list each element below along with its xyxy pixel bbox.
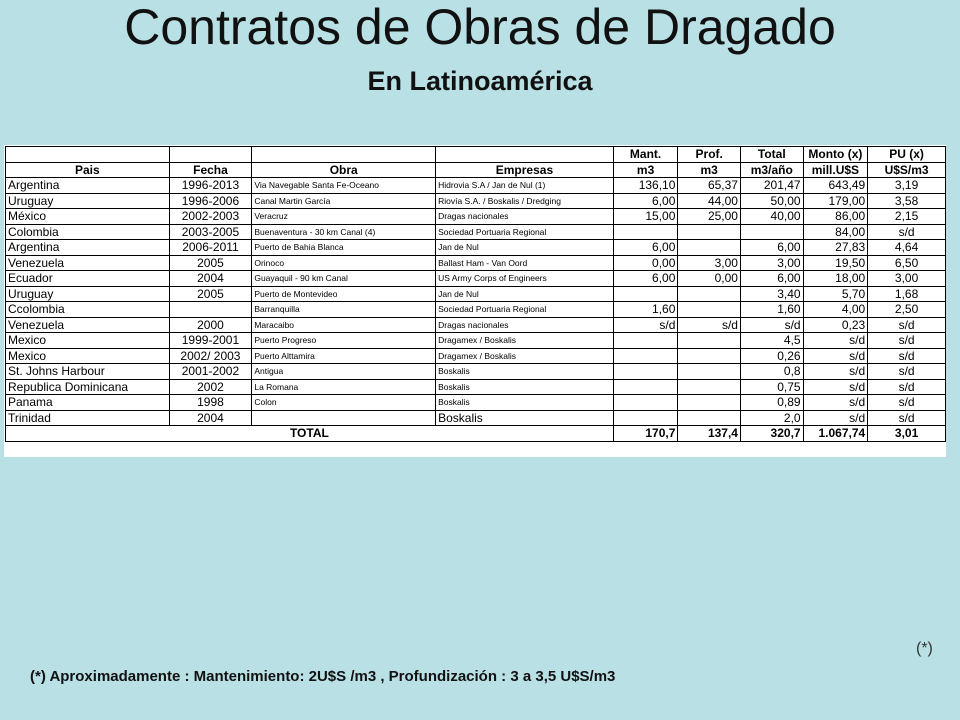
table-header-row bbox=[6, 147, 946, 163]
cell-pais: Argentina bbox=[6, 178, 170, 194]
cell-total: 0,8 bbox=[740, 364, 803, 380]
cell-mant bbox=[613, 333, 678, 349]
cell-pu: s/d bbox=[868, 379, 946, 395]
cell-prof bbox=[678, 224, 741, 240]
cell-empresas: Boskalis bbox=[436, 410, 614, 426]
cell-monto: s/d bbox=[803, 410, 868, 426]
page-subtitle: En Latinoamérica bbox=[367, 66, 593, 96]
cell-mant bbox=[613, 364, 678, 380]
cell-obra: Buenaventura - 30 km Canal (4) bbox=[252, 224, 436, 240]
header-cell: Pais bbox=[6, 162, 170, 178]
cell-pu: s/d bbox=[868, 364, 946, 380]
total-value: 3,01 bbox=[868, 426, 946, 442]
table-row bbox=[6, 271, 946, 287]
cell-prof bbox=[678, 333, 741, 349]
cell-obra: Puerto Progreso bbox=[252, 333, 436, 349]
header-cell: Empresas bbox=[436, 162, 614, 178]
cell-fecha: 1998 bbox=[169, 395, 252, 411]
cell-pu: s/d bbox=[868, 224, 946, 240]
cell-prof: 3,00 bbox=[678, 255, 741, 271]
cell-monto: 19,50 bbox=[803, 255, 868, 271]
cell-total: 40,00 bbox=[740, 209, 803, 225]
cell-pu: s/d bbox=[868, 410, 946, 426]
cell-monto: s/d bbox=[803, 364, 868, 380]
cell-total: 0,89 bbox=[740, 395, 803, 411]
footnote-marker: (*) bbox=[916, 640, 933, 657]
contracts-table bbox=[5, 146, 946, 442]
table-row bbox=[6, 317, 946, 333]
total-value: 1.067,74 bbox=[803, 426, 868, 442]
cell-prof bbox=[678, 302, 741, 318]
cell-total: 1,60 bbox=[740, 302, 803, 318]
total-value: 170,7 bbox=[613, 426, 678, 442]
cell-mant bbox=[613, 224, 678, 240]
cell-total: 6,00 bbox=[740, 271, 803, 287]
cell-empresas: Sociedad Portuaria Regional bbox=[436, 302, 614, 318]
cell-empresas: Dragamex / Boskalis bbox=[436, 333, 614, 349]
cell-prof bbox=[678, 395, 741, 411]
header-cell: m3 bbox=[613, 162, 678, 178]
page-title: Contratos de Obras de Dragado bbox=[124, 0, 836, 55]
cell-obra: Barranquilla bbox=[252, 302, 436, 318]
header-cell bbox=[169, 147, 252, 163]
cell-prof: 44,00 bbox=[678, 193, 741, 209]
dredging-contracts-table bbox=[4, 145, 946, 457]
cell-total: 201,47 bbox=[740, 178, 803, 194]
cell-empresas: Jan de Nul bbox=[436, 286, 614, 302]
cell-empresas: Dragas nacionales bbox=[436, 209, 614, 225]
cell-total: 2,0 bbox=[740, 410, 803, 426]
cell-monto: 4,00 bbox=[803, 302, 868, 318]
cell-monto: 5,70 bbox=[803, 286, 868, 302]
header-cell: Obra bbox=[252, 162, 436, 178]
cell-pais: Uruguay bbox=[6, 286, 170, 302]
table-row bbox=[6, 193, 946, 209]
cell-obra: Puerto de Bahia Blanca bbox=[252, 240, 436, 256]
header-cell bbox=[6, 147, 170, 163]
cell-monto: s/d bbox=[803, 395, 868, 411]
cell-fecha: 2005 bbox=[169, 255, 252, 271]
table-total-row bbox=[6, 426, 946, 442]
cell-pu: 3,00 bbox=[868, 271, 946, 287]
header-cell: PU (x) bbox=[868, 147, 946, 163]
cell-prof bbox=[678, 348, 741, 364]
total-label: TOTAL bbox=[6, 426, 614, 442]
header-cell: U$S/m3 bbox=[868, 162, 946, 178]
cell-pais: Argentina bbox=[6, 240, 170, 256]
cell-fecha: 2001-2002 bbox=[169, 364, 252, 380]
cell-pais: México bbox=[6, 209, 170, 225]
cell-obra: Colon bbox=[252, 395, 436, 411]
cell-total: 0,75 bbox=[740, 379, 803, 395]
cell-prof bbox=[678, 240, 741, 256]
cell-prof: 0,00 bbox=[678, 271, 741, 287]
cell-pu: 3,58 bbox=[868, 193, 946, 209]
cell-total: 4,5 bbox=[740, 333, 803, 349]
cell-obra bbox=[252, 410, 436, 426]
cell-pu: s/d bbox=[868, 395, 946, 411]
cell-obra: Canal Martin García bbox=[252, 193, 436, 209]
table-row bbox=[6, 395, 946, 411]
cell-pais: Ccolombia bbox=[6, 302, 170, 318]
table-row bbox=[6, 255, 946, 271]
cell-mant: s/d bbox=[613, 317, 678, 333]
header-cell: m3/año bbox=[740, 162, 803, 178]
cell-empresas: Sociedad Portuaria Regional bbox=[436, 224, 614, 240]
cell-pu: 4,64 bbox=[868, 240, 946, 256]
cell-monto: 179,00 bbox=[803, 193, 868, 209]
header-cell bbox=[436, 147, 614, 163]
cell-pais: Ecuador bbox=[6, 271, 170, 287]
table-row bbox=[6, 410, 946, 426]
cell-pais: Colombia bbox=[6, 224, 170, 240]
cell-obra: Guayaquil - 90 km Canal bbox=[252, 271, 436, 287]
cell-prof bbox=[678, 410, 741, 426]
cell-obra: Orinoco bbox=[252, 255, 436, 271]
cell-fecha: 2000 bbox=[169, 317, 252, 333]
cell-mant: 6,00 bbox=[613, 240, 678, 256]
cell-mant bbox=[613, 286, 678, 302]
cell-fecha: 1996-2013 bbox=[169, 178, 252, 194]
cell-empresas: US Army Corps of Engineers bbox=[436, 271, 614, 287]
cell-obra: Puerto Alttamira bbox=[252, 348, 436, 364]
cell-fecha: 1999-2001 bbox=[169, 333, 252, 349]
cell-monto: 643,49 bbox=[803, 178, 868, 194]
cell-empresas: Dragas nacionales bbox=[436, 317, 614, 333]
cell-fecha: 2002-2003 bbox=[169, 209, 252, 225]
cell-pu: 2,15 bbox=[868, 209, 946, 225]
cell-total: 3,00 bbox=[740, 255, 803, 271]
cell-prof bbox=[678, 379, 741, 395]
cell-prof bbox=[678, 364, 741, 380]
cell-total: s/d bbox=[740, 317, 803, 333]
cell-mant: 0,00 bbox=[613, 255, 678, 271]
cell-mant bbox=[613, 410, 678, 426]
table-row bbox=[6, 224, 946, 240]
cell-pais: Mexico bbox=[6, 333, 170, 349]
cell-obra: Antigua bbox=[252, 364, 436, 380]
cell-mant: 6,00 bbox=[613, 271, 678, 287]
cell-total: 50,00 bbox=[740, 193, 803, 209]
cell-monto: s/d bbox=[803, 333, 868, 349]
cell-total: 0,26 bbox=[740, 348, 803, 364]
cell-fecha: 1996-2006 bbox=[169, 193, 252, 209]
header-cell: mill.U$S bbox=[803, 162, 868, 178]
cell-mant: 1,60 bbox=[613, 302, 678, 318]
table-row bbox=[6, 286, 946, 302]
cell-mant: 136,10 bbox=[613, 178, 678, 194]
table-row bbox=[6, 209, 946, 225]
cell-prof: 65,37 bbox=[678, 178, 741, 194]
cell-obra: Veracruz bbox=[252, 209, 436, 225]
cell-mant bbox=[613, 379, 678, 395]
cell-pu: 1,68 bbox=[868, 286, 946, 302]
table-row bbox=[6, 379, 946, 395]
cell-prof: s/d bbox=[678, 317, 741, 333]
cell-obra: Puerto de Montevideo bbox=[252, 286, 436, 302]
cell-prof: 25,00 bbox=[678, 209, 741, 225]
cell-mant: 6,00 bbox=[613, 193, 678, 209]
cell-fecha: 2002 bbox=[169, 379, 252, 395]
cell-total: 3,40 bbox=[740, 286, 803, 302]
cell-fecha bbox=[169, 302, 252, 318]
cell-empresas: Boskalis bbox=[436, 379, 614, 395]
cell-mant bbox=[613, 348, 678, 364]
cell-empresas: Boskalis bbox=[436, 364, 614, 380]
table-header-row bbox=[6, 162, 946, 178]
cell-pu: 6,50 bbox=[868, 255, 946, 271]
cell-pais: Venezuela bbox=[6, 255, 170, 271]
cell-pais: Uruguay bbox=[6, 193, 170, 209]
table-row bbox=[6, 240, 946, 256]
cell-obra: Maracaibo bbox=[252, 317, 436, 333]
table-row bbox=[6, 178, 946, 194]
header-cell: Prof. bbox=[678, 147, 741, 163]
header-cell bbox=[252, 147, 436, 163]
cell-pais: Republica Dominicana bbox=[6, 379, 170, 395]
cell-monto: 84,00 bbox=[803, 224, 868, 240]
cell-empresas: Jan de Nul bbox=[436, 240, 614, 256]
table-row bbox=[6, 364, 946, 380]
total-value: 137,4 bbox=[678, 426, 741, 442]
cell-empresas: Boskalis bbox=[436, 395, 614, 411]
cell-fecha: 2006-2011 bbox=[169, 240, 252, 256]
cell-pais: Panama bbox=[6, 395, 170, 411]
header-cell: m3 bbox=[678, 162, 741, 178]
header-cell: Monto (x) bbox=[803, 147, 868, 163]
cell-fecha: 2004 bbox=[169, 410, 252, 426]
cell-monto: 0,23 bbox=[803, 317, 868, 333]
cell-pu: 3,19 bbox=[868, 178, 946, 194]
cell-fecha: 2002/ 2003 bbox=[169, 348, 252, 364]
cell-mant bbox=[613, 395, 678, 411]
table-row bbox=[6, 302, 946, 318]
cell-pais: Trinidad bbox=[6, 410, 170, 426]
cell-pais: Mexico bbox=[6, 348, 170, 364]
cell-empresas: Ballast Ham - Van Oord bbox=[436, 255, 614, 271]
cell-obra: La Romana bbox=[252, 379, 436, 395]
cell-total: 6,00 bbox=[740, 240, 803, 256]
cell-empresas: Hidrovia S.A / Jan de Nul (1) bbox=[436, 178, 614, 194]
cell-monto: s/d bbox=[803, 348, 868, 364]
cell-empresas: Riovía S.A. / Boskalis / Dredging bbox=[436, 193, 614, 209]
cell-mant: 15,00 bbox=[613, 209, 678, 225]
cell-monto: 86,00 bbox=[803, 209, 868, 225]
cell-pais: Venezuela bbox=[6, 317, 170, 333]
cell-prof bbox=[678, 286, 741, 302]
cell-pais: St. Johns Harbour bbox=[6, 364, 170, 380]
header-cell: Fecha bbox=[169, 162, 252, 178]
cell-pu: s/d bbox=[868, 333, 946, 349]
header-cell: Mant. bbox=[613, 147, 678, 163]
cell-obra: Via Navegable Santa Fe-Oceano bbox=[252, 178, 436, 194]
total-value: 320,7 bbox=[740, 426, 803, 442]
table-row bbox=[6, 348, 946, 364]
cell-monto: 27,83 bbox=[803, 240, 868, 256]
cell-pu: s/d bbox=[868, 317, 946, 333]
header-cell: Total bbox=[740, 147, 803, 163]
cell-monto: s/d bbox=[803, 379, 868, 395]
table-row bbox=[6, 333, 946, 349]
cell-monto: 18,00 bbox=[803, 271, 868, 287]
cell-fecha: 2004 bbox=[169, 271, 252, 287]
footnote: (*) Aproximadamente : Mantenimiento: 2U$S /m3 , Profundización : 3 a 3,5 U$S/m3 bbox=[30, 668, 616, 685]
cell-pu: 2,50 bbox=[868, 302, 946, 318]
cell-fecha: 2005 bbox=[169, 286, 252, 302]
cell-empresas: Dragamex / Boskalis bbox=[436, 348, 614, 364]
cell-pu: s/d bbox=[868, 348, 946, 364]
cell-total bbox=[740, 224, 803, 240]
cell-fecha: 2003-2005 bbox=[169, 224, 252, 240]
